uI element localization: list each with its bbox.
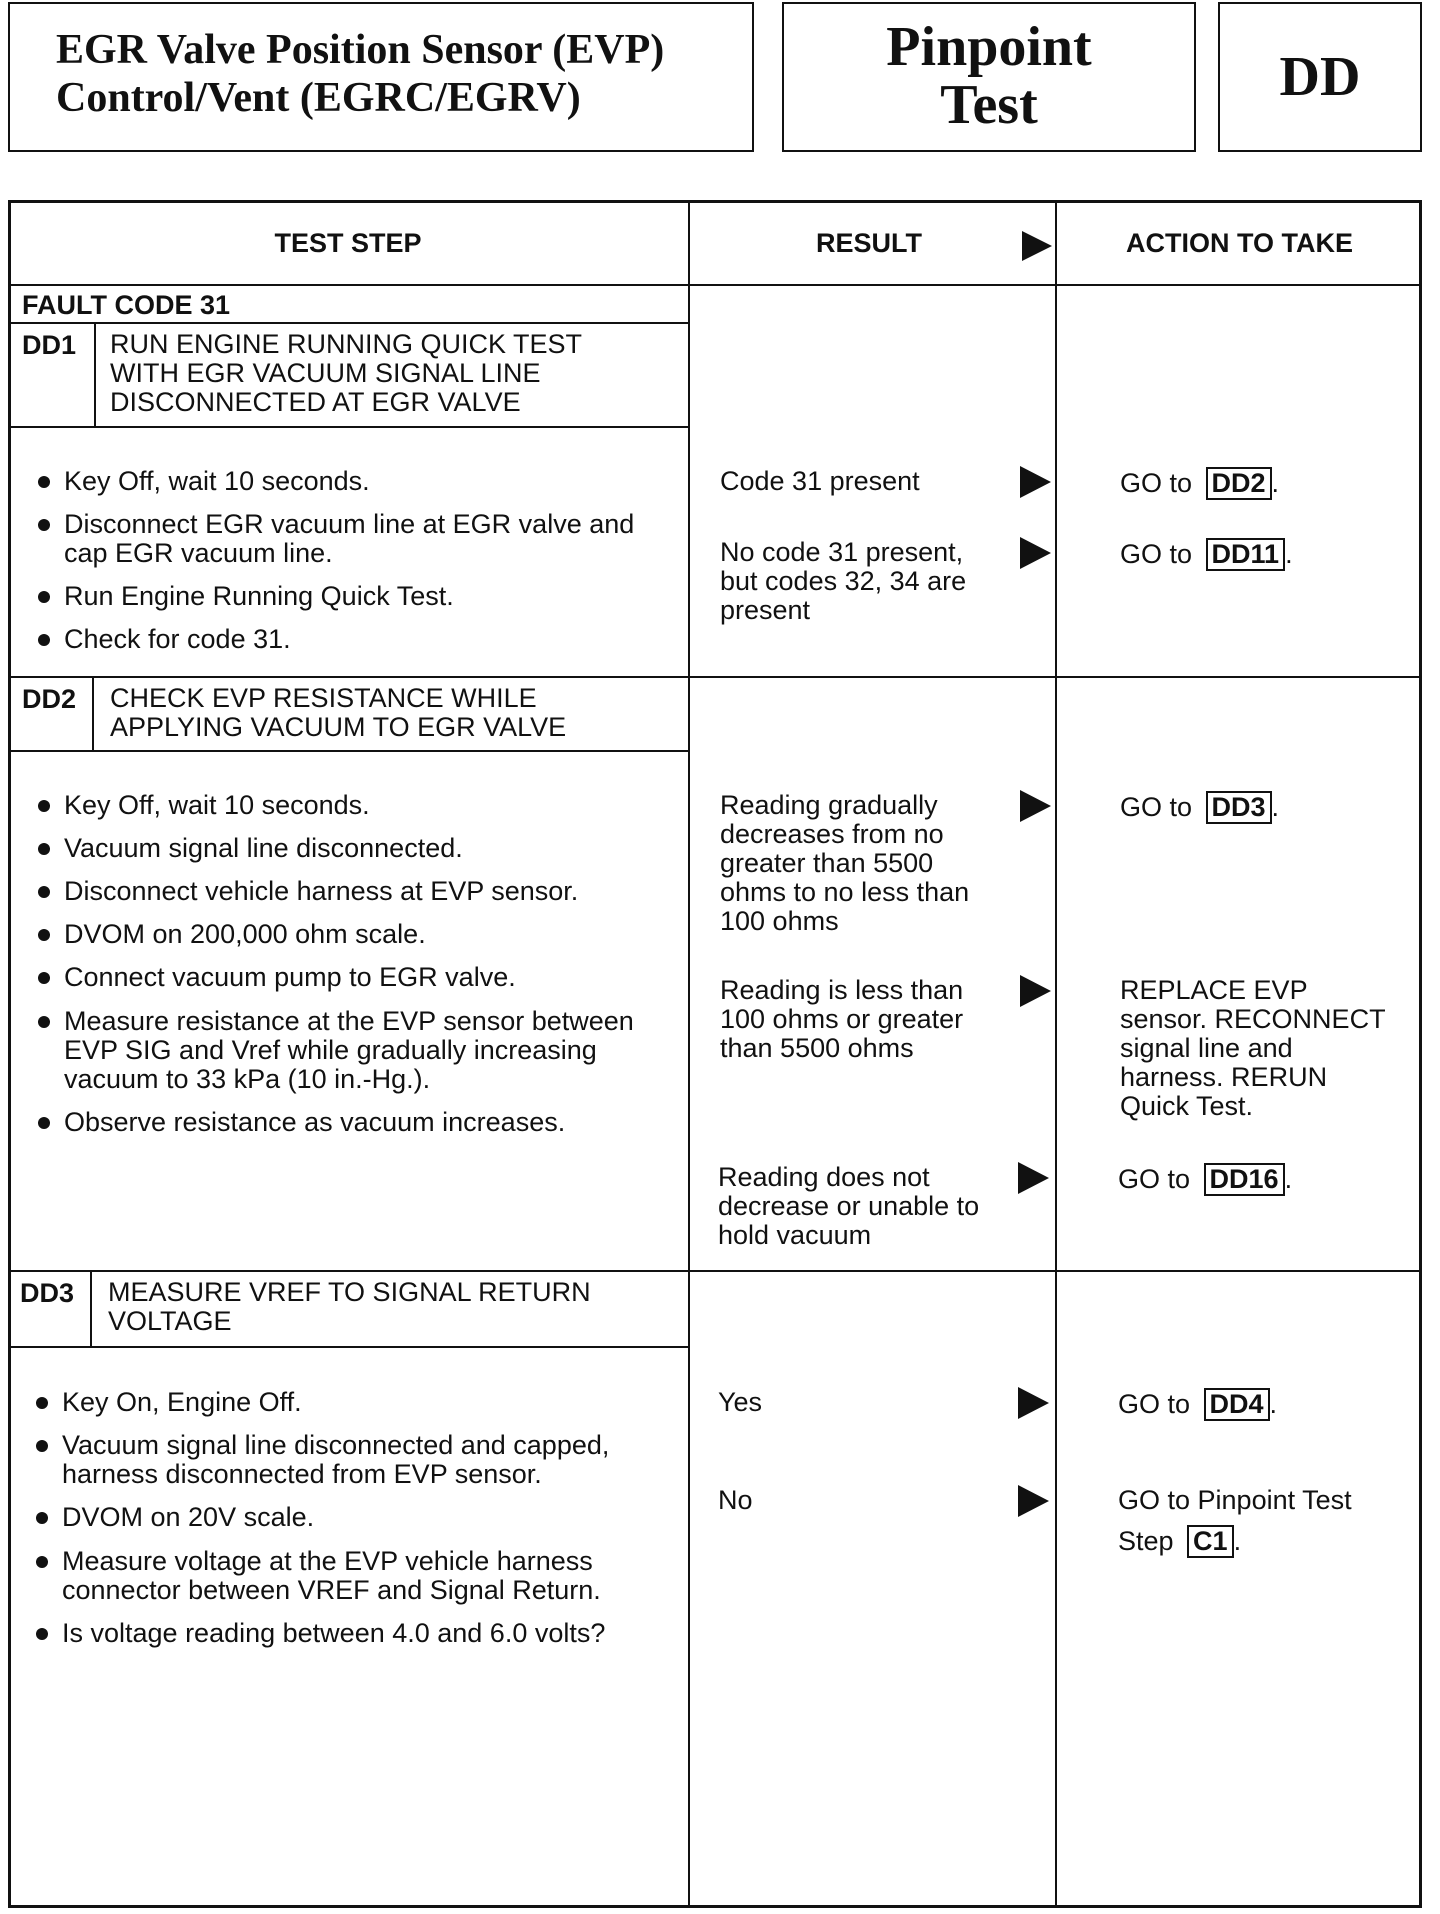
step-dd3-id-divider (90, 1270, 92, 1348)
header-test-step: TEST STEP (274, 228, 422, 258)
step-dd1-title-divider (8, 426, 688, 428)
goto-c1-link[interactable]: C1 (1187, 1525, 1234, 1558)
dd1-result-2: No code 31 present, but codes 32, 34 are present (720, 537, 967, 625)
dd3-bullet-3: DVOM on 20V scale. (34, 1503, 314, 1532)
title-box (8, 2, 754, 152)
goto-dd16-link[interactable]: DD16 (1204, 1163, 1285, 1196)
dd3-result-1-arrow-icon (1018, 1387, 1049, 1419)
step-id-dd2: DD2 (22, 684, 77, 714)
test-code: DD (1279, 46, 1361, 108)
goto-dd4-link[interactable]: DD4 (1204, 1388, 1270, 1421)
dd2-bullet-4: DVOM on 200,000 ohm scale. (36, 920, 426, 949)
dd2-result-2-arrow-icon (1020, 975, 1051, 1007)
dd3-bullet-4: Measure voltage at the EVP vehicle harness connector between VREF and Signal Return. (34, 1547, 601, 1605)
header-action: ACTION TO TAKE (1126, 228, 1353, 258)
fault-code-label: FAULT CODE 31 (22, 290, 231, 320)
dd1-result-1: Code 31 present (720, 466, 920, 496)
dd2-bullet-2: Vacuum signal line disconnected. (36, 834, 463, 863)
dd2-result-2: Reading is less than 100 ohms or greater than 5500 ohms (720, 975, 964, 1063)
dd2-bullet-7: Observe resistance as vacuum increases. (36, 1108, 565, 1137)
dd3-action-2: GO to Pinpoint Test Step C1 . (1118, 1485, 1352, 1556)
step-dd1-title: RUN ENGINE RUNNING QUICK TEST WITH EGR VACUUM SIGNAL LINE DISCONNECTED AT EGR VALVE (110, 329, 583, 417)
dd2-result-3: Reading does not decrease or unable to hold vacuum (718, 1162, 980, 1250)
dd1-bullet-3: Run Engine Running Quick Test. (36, 582, 454, 611)
goto-dd11-link[interactable]: DD11 (1206, 538, 1286, 571)
dd1-result-2-arrow-icon (1020, 537, 1051, 569)
dd2-result-1: Reading gradually decreases from no greater than 5500 ohms to no less than 100 ohms (720, 790, 970, 936)
title-line-2: Control/Vent (EGRC/EGRV) (56, 75, 581, 121)
step-id-dd1: DD1 (22, 330, 77, 360)
title-line-1: EGR Valve Position Sensor (EVP) (56, 27, 665, 73)
dd1-action-1: GO to DD2 . (1120, 468, 1280, 498)
dd2-bullet-1: Key Off, wait 10 seconds. (36, 791, 370, 820)
dd3-bullet-1: Key On, Engine Off. (34, 1388, 302, 1417)
dd3-bullet-5: Is voltage reading between 4.0 and 6.0 volts? (34, 1619, 605, 1648)
dd1-bullet-2: Disconnect EGR vacuum line at EGR valve and cap EGR vacuum line. (36, 510, 634, 568)
dd1-bullet-1: Key Off, wait 10 seconds. (36, 467, 370, 496)
dd3-result-2-arrow-icon (1018, 1485, 1049, 1517)
header-arrow-icon (1022, 231, 1052, 261)
dd2-result-3-arrow-icon (1018, 1162, 1049, 1194)
dd1-result-1-arrow-icon (1020, 466, 1051, 498)
test-code-box (1218, 2, 1422, 152)
step-dd3-title: MEASURE VREF TO SIGNAL RETURN VOLTAGE (108, 1277, 591, 1336)
fault-code-divider (8, 322, 688, 324)
dd2-bullet-3: Disconnect vehicle harness at EVP sensor. (36, 877, 578, 906)
step-dd3-title-divider (8, 1346, 688, 1348)
column-divider-1 (688, 200, 690, 1908)
step-dd1-bottom-divider (8, 676, 1422, 678)
dd2-bullet-5: Connect vacuum pump to EGR valve. (36, 963, 516, 992)
pinpoint-test-box (782, 2, 1196, 152)
column-divider-2 (1055, 200, 1057, 1908)
step-id-dd3: DD3 (20, 1278, 75, 1308)
pinpoint-label: Pinpoint (886, 16, 1092, 78)
dd2-bullet-6: Measure resistance at the EVP sensor between EVP SIG and Vref while gradually increasing vacuum to 33 kPa (10 in.-Hg.). (36, 1007, 634, 1094)
dd2-action-2: REPLACE EVP sensor. RECONNECT signal line and harness. RERUN Quick Test. (1120, 975, 1386, 1121)
step-dd2-id-divider (92, 676, 94, 752)
step-dd2-bottom-divider (8, 1270, 1422, 1272)
dd3-action-1: GO to DD4 . (1118, 1389, 1278, 1419)
dd3-result-1: Yes (718, 1387, 763, 1417)
dd2-action-3: GO to DD16 . (1118, 1164, 1293, 1194)
goto-dd2-link[interactable]: DD2 (1206, 467, 1272, 500)
dd3-result-2: No (718, 1485, 753, 1515)
step-dd2-title: CHECK EVP RESISTANCE WHILE APPLYING VACUUM TO EGR VALVE (110, 683, 567, 742)
dd1-action-2: GO to DD11 . (1120, 539, 1293, 569)
dd1-bullet-4: Check for code 31. (36, 625, 291, 654)
header-divider (8, 284, 1422, 286)
goto-dd3-link[interactable]: DD3 (1206, 791, 1272, 824)
test-label: Test (940, 74, 1038, 136)
step-dd1-id-divider (94, 322, 96, 428)
step-dd2-title-divider (8, 750, 688, 752)
dd2-result-1-arrow-icon (1020, 790, 1051, 822)
dd3-bullet-2: Vacuum signal line disconnected and capped, harness disconnected from EVP sensor. (34, 1431, 609, 1489)
dd2-action-1: GO to DD3 . (1120, 792, 1280, 822)
header-result: RESULT (816, 228, 922, 258)
